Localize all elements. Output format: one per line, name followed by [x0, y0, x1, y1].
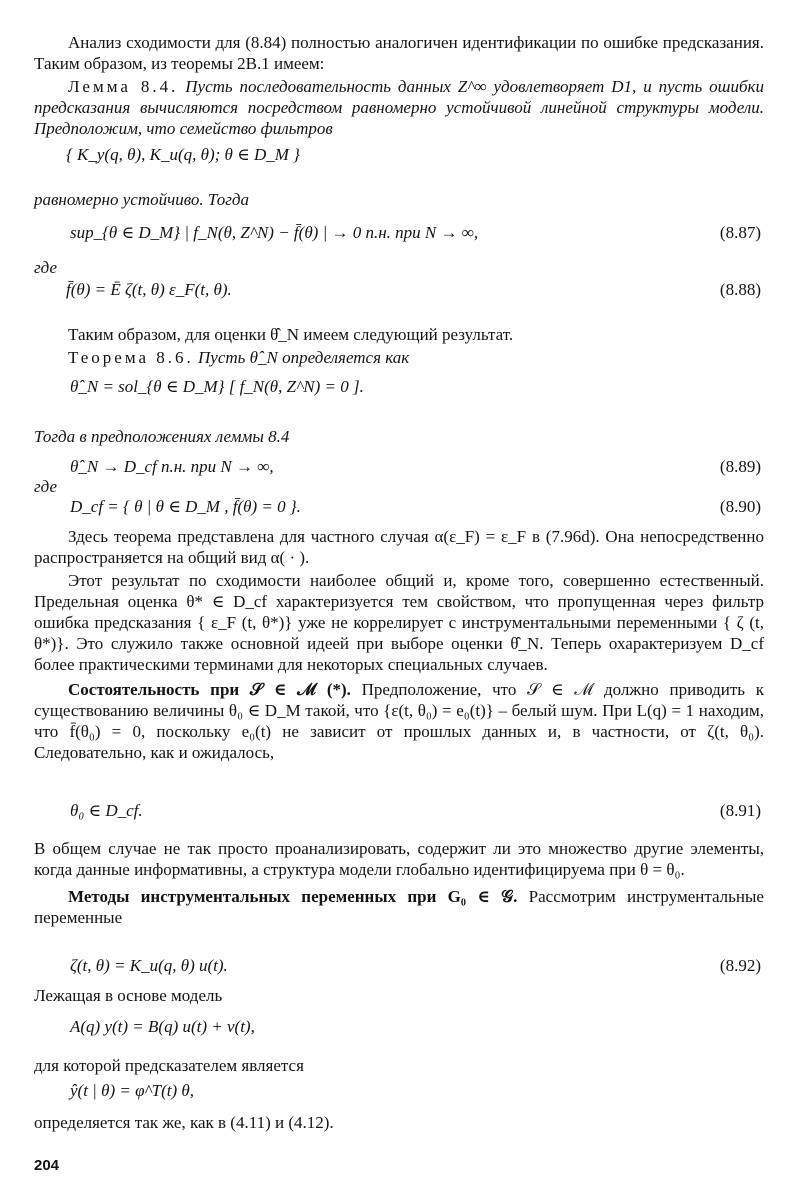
- paragraph-result: Этот результат по сходимости наиболее общий и, кроме того, совершенно естественный. Предельная оценка θ* ∈ D_cf характеризуется тем свойством, что пропущенная через фильтр ошибка предсказания { ε_F (t, θ*)} уже не коррелирует с инструментальными переменными { ζ (t, θ*)}. Это служило также основной идеей при выборе оценки θ̂_N. Теперь охарактеризуем D_cf более практическими терминами для некоторых специальных случаев.: [34, 571, 764, 674]
- theorem-text: Пусть θ̂_N определяется как: [198, 348, 410, 367]
- where-label-2: где: [34, 477, 57, 496]
- equation-number-8-88: (8.88): [719, 280, 761, 299]
- equation-8-91: θ₀ ∈ D_cf.: [70, 801, 143, 820]
- equation-sol: θ̂_N = sol_{θ ∈ D_M} [ f_N(θ, Z^N) = 0 ].: [70, 377, 364, 396]
- paragraph-general: В общем случае не так просто проанализировать, содержит ли это множество другие элементы, когда данные информативны, а структура модели глобально идентифицируема при θ = θ₀.: [34, 839, 764, 879]
- equation-8-88: f̄(θ) = Ē ζ(t, θ) ε_F(t, θ).: [66, 280, 232, 299]
- equation-filter-family: { K_y(q, θ), K_u(q, θ); θ ∈ D_M }: [66, 145, 300, 164]
- theorem-then: Тогда в предположениях леммы 8.4: [34, 427, 290, 446]
- page-number: 204: [34, 1157, 60, 1174]
- equation-number-8-90: (8.90): [719, 497, 761, 516]
- text-column: [34, 32, 764, 141]
- paragraph-defined: определяется так же, как в (4.11) и (4.12).: [34, 1113, 334, 1132]
- paragraph-intro: Анализ сходимости для (8.84) полностью аналогичен идентификации по ошибке предсказания. Таким образом, из теоремы 2В.1 имеем:: [34, 33, 764, 73]
- consistency-text: Предположение, что 𝒮 ∈ ℳ должно приводить к существованию величины θ₀ ∈ D_M такой, что {ε(t, θ₀) = e₀(t)} – белый шум. При L(q) = 1 находим, что f̄(θ₀) = 0, поскольку e₀(t) не зависит от прошлых данных и, в частности, от ζ(t, θ₀). Следовательно, как и ожидалось,: [34, 680, 764, 762]
- text-discussion-block: [34, 526, 764, 765]
- equation-8-89: θ̂_N → D_cf п.н. при N → ∞,: [70, 457, 274, 476]
- iv-heading: Методы инструментальных переменных при G₀ ∈ 𝒢.: [68, 887, 518, 906]
- theorem-heading: Теорема 8.6.: [68, 348, 194, 367]
- theorem-paragraph: [34, 347, 764, 368]
- iv-text: Рассмотрим инструментальные переменные: [34, 887, 764, 927]
- paragraph-model: Лежащая в основе модель: [34, 986, 223, 1005]
- lemma-text: Пусть последовательность данных Z^∞ удовлетворяет D1, и пусть ошибки предсказания вычисляются посредством равномерно устойчивой линейной структуры модели. Предположим, что семейство фильтров: [34, 77, 764, 138]
- where-label-1: где: [34, 258, 57, 277]
- equation-number-8-92: (8.92): [719, 956, 761, 975]
- consistency-heading: Состоятельность при 𝒮 ∈ ℳ (*).: [68, 680, 351, 699]
- lemma-heading: Лемма 8.4.: [68, 77, 179, 96]
- equation-8-90: D_cf = { θ | θ ∈ D_M , f̄(θ) = 0 }.: [70, 497, 301, 516]
- text-estimate-block: [34, 324, 764, 370]
- paragraph-predictor: для которой предсказателем является: [34, 1056, 304, 1075]
- text-general-block: [34, 838, 764, 930]
- equation-number-8-89: (8.89): [719, 457, 761, 476]
- equation-model: A(q) y(t) = B(q) u(t) + v(t),: [70, 1017, 255, 1036]
- paragraph-estimate: Таким образом, для оценки θ̂_N имеем следующий результат.: [68, 325, 514, 344]
- equation-8-87: sup_{θ ∈ D_M} | f_N(θ, Z^N) − f̄(θ) | → 0 п.н. при N → ∞,: [70, 223, 479, 242]
- consistency-paragraph: [34, 679, 764, 763]
- equation-number-8-87: (8.87): [719, 223, 761, 242]
- paragraph-special-case: Здесь теорема представлена для частного случая α(ε_F) = ε_F в (7.96d). Она непосредственно распространяется на общий вид α( · ).: [34, 527, 764, 567]
- equation-predictor: ŷ(t | θ) = φ^T(t) θ,: [70, 1081, 195, 1100]
- lemma-continuation: равномерно устойчиво. Тогда: [34, 190, 249, 209]
- iv-paragraph: [34, 886, 764, 928]
- equation-number-8-91: (8.91): [719, 801, 761, 820]
- lemma-paragraph: [34, 76, 764, 139]
- equation-8-92: ζ(t, θ) = K_u(q, θ) u(t).: [70, 956, 228, 975]
